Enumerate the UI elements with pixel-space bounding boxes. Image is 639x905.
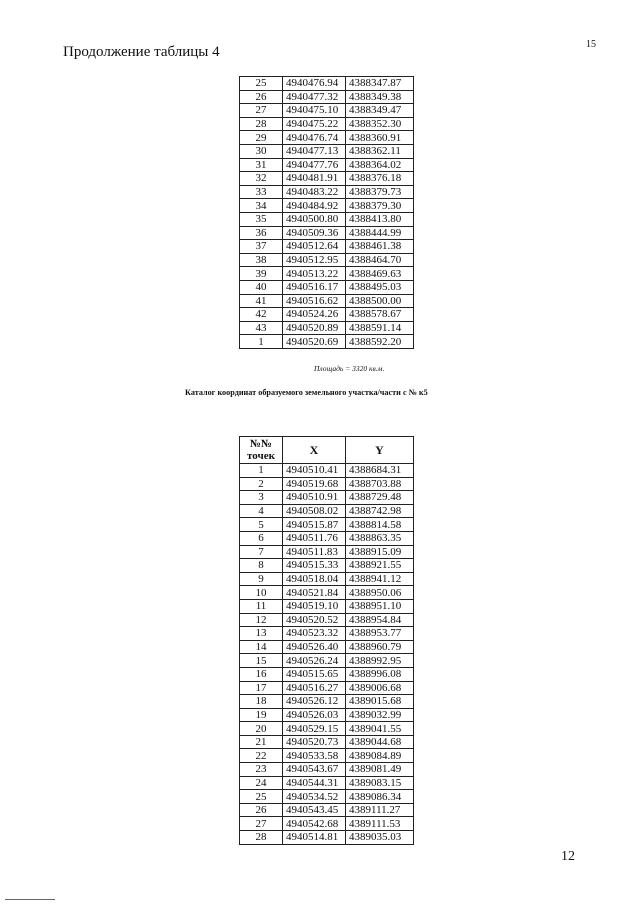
x-coordinate-cell: 4940500.80 [283, 212, 346, 226]
point-number-cell: 42 [240, 308, 283, 322]
x-coordinate-cell: 4940476.94 [283, 77, 346, 91]
x-coordinate-cell: 4940515.33 [283, 559, 346, 573]
y-coordinate-cell: 4388469.63 [346, 267, 414, 281]
x-coordinate-cell: 4940509.36 [283, 226, 346, 240]
point-number-cell: 25 [240, 77, 283, 91]
y-coordinate-cell: 4389032.99 [346, 708, 414, 722]
point-number-cell: 19 [240, 708, 283, 722]
x-coordinate-cell: 4940520.73 [283, 735, 346, 749]
coordinates-table-continued [239, 76, 414, 349]
point-number-cell: 25 [240, 790, 283, 804]
table-row [240, 477, 414, 491]
y-coordinate-cell: 4388500.00 [346, 294, 414, 308]
y-coordinate-cell: 4389081.49 [346, 763, 414, 777]
table-row [240, 831, 414, 845]
y-coordinate-cell: 4388591.14 [346, 321, 414, 335]
y-coordinate-cell: 4388349.38 [346, 90, 414, 104]
point-number-cell: 37 [240, 240, 283, 254]
table-row [240, 763, 414, 777]
y-coordinate-cell: 4388954.84 [346, 613, 414, 627]
x-coordinate-cell: 4940518.04 [283, 572, 346, 586]
table-row [240, 335, 414, 349]
y-coordinate-cell: 4388379.30 [346, 199, 414, 213]
y-coordinate-cell: 4388921.55 [346, 559, 414, 573]
y-coordinate-cell: 4389083.15 [346, 776, 414, 790]
point-number-cell: 8 [240, 559, 283, 573]
x-coordinate-cell: 4940519.10 [283, 599, 346, 613]
x-coordinate-cell: 4940543.45 [283, 803, 346, 817]
point-number-cell: 26 [240, 803, 283, 817]
point-number-cell: 2 [240, 477, 283, 491]
table-row [240, 491, 414, 505]
point-number-cell: 39 [240, 267, 283, 281]
y-coordinate-cell: 4388379.73 [346, 185, 414, 199]
table-header-row [240, 437, 414, 464]
table-row [240, 185, 414, 199]
table-row [240, 708, 414, 722]
point-number-cell: 38 [240, 253, 283, 267]
table-row [240, 294, 414, 308]
table-row [240, 681, 414, 695]
y-coordinate-cell: 4389086.34 [346, 790, 414, 804]
y-coordinate-cell: 4388444.99 [346, 226, 414, 240]
table-row [240, 158, 414, 172]
x-coordinate-cell: 4940526.03 [283, 708, 346, 722]
y-coordinate-cell: 4388953.77 [346, 627, 414, 641]
x-coordinate-cell: 4940511.76 [283, 531, 346, 545]
point-number-cell: 23 [240, 763, 283, 777]
table-row [240, 599, 414, 613]
y-coordinate-cell: 4388364.02 [346, 158, 414, 172]
header-x: X [283, 437, 346, 464]
y-coordinate-cell: 4389041.55 [346, 722, 414, 736]
catalog-title: Каталог координат образуемого земельного участка/части с № к5 [185, 388, 428, 397]
coordinates-table-k5 [239, 436, 414, 845]
y-coordinate-cell: 4388362.11 [346, 144, 414, 158]
y-coordinate-cell: 4388742.98 [346, 504, 414, 518]
table-row [240, 572, 414, 586]
y-coordinate-cell: 4388349.47 [346, 104, 414, 118]
x-coordinate-cell: 4940533.58 [283, 749, 346, 763]
x-coordinate-cell: 4940475.22 [283, 117, 346, 131]
y-coordinate-cell: 4388996.08 [346, 667, 414, 681]
table-row [240, 722, 414, 736]
x-coordinate-cell: 4940516.62 [283, 294, 346, 308]
y-coordinate-cell: 4388352.30 [346, 117, 414, 131]
x-coordinate-cell: 4940512.95 [283, 253, 346, 267]
point-number-cell: 34 [240, 199, 283, 213]
point-number-cell: 13 [240, 627, 283, 641]
point-number-cell: 35 [240, 212, 283, 226]
x-coordinate-cell: 4940508.02 [283, 504, 346, 518]
x-coordinate-cell: 4940542.68 [283, 817, 346, 831]
table-row [240, 613, 414, 627]
point-number-cell: 32 [240, 172, 283, 186]
point-number-cell: 6 [240, 531, 283, 545]
point-number-cell: 1 [240, 335, 283, 349]
x-coordinate-cell: 4940475.10 [283, 104, 346, 118]
y-coordinate-cell: 4388684.31 [346, 464, 414, 478]
x-coordinate-cell: 4940484.92 [283, 199, 346, 213]
table-continuation-heading: Продолжение таблицы 4 [63, 44, 220, 60]
y-coordinate-cell: 4388950.06 [346, 586, 414, 600]
y-coordinate-cell: 4388863.35 [346, 531, 414, 545]
table-row [240, 776, 414, 790]
table-row [240, 749, 414, 763]
x-coordinate-cell: 4940476.74 [283, 131, 346, 145]
point-number-cell: 1 [240, 464, 283, 478]
table-row [240, 464, 414, 478]
y-coordinate-cell: 4388347.87 [346, 77, 414, 91]
x-coordinate-cell: 4940529.15 [283, 722, 346, 736]
x-coordinate-cell: 4940543.67 [283, 763, 346, 777]
x-coordinate-cell: 4940514.81 [283, 831, 346, 845]
table-row [240, 90, 414, 104]
table-row [240, 559, 414, 573]
y-coordinate-cell: 4388578.67 [346, 308, 414, 322]
table-row [240, 131, 414, 145]
table-row [240, 790, 414, 804]
table-row [240, 117, 414, 131]
point-number-cell: 17 [240, 681, 283, 695]
x-coordinate-cell: 4940526.24 [283, 654, 346, 668]
y-coordinate-cell: 4388360.91 [346, 131, 414, 145]
table-row [240, 531, 414, 545]
point-number-cell: 10 [240, 586, 283, 600]
x-coordinate-cell: 4940510.91 [283, 491, 346, 505]
point-number-cell: 11 [240, 599, 283, 613]
x-coordinate-cell: 4940483.22 [283, 185, 346, 199]
x-coordinate-cell: 4940520.89 [283, 321, 346, 335]
table-row [240, 104, 414, 118]
table-row [240, 308, 414, 322]
table-row [240, 199, 414, 213]
point-number-cell: 36 [240, 226, 283, 240]
x-coordinate-cell: 4940477.13 [283, 144, 346, 158]
point-number-cell: 5 [240, 518, 283, 532]
y-coordinate-cell: 4389111.53 [346, 817, 414, 831]
point-number-cell: 28 [240, 831, 283, 845]
x-coordinate-cell: 4940516.17 [283, 280, 346, 294]
point-number-cell: 16 [240, 667, 283, 681]
point-number-cell: 27 [240, 817, 283, 831]
x-coordinate-cell: 4940524.26 [283, 308, 346, 322]
point-number-cell: 40 [240, 280, 283, 294]
x-coordinate-cell: 4940534.52 [283, 790, 346, 804]
table-row [240, 226, 414, 240]
y-coordinate-cell: 4388915.09 [346, 545, 414, 559]
y-coordinate-cell: 4389044.68 [346, 735, 414, 749]
x-coordinate-cell: 4940515.87 [283, 518, 346, 532]
x-coordinate-cell: 4940481.91 [283, 172, 346, 186]
area-note: Площадь = 3320 кв.м. [314, 364, 385, 373]
point-number-cell: 20 [240, 722, 283, 736]
point-number-cell: 33 [240, 185, 283, 199]
y-coordinate-cell: 4388992.95 [346, 654, 414, 668]
table-row [240, 253, 414, 267]
table-row [240, 817, 414, 831]
x-coordinate-cell: 4940526.40 [283, 640, 346, 654]
point-number-cell: 43 [240, 321, 283, 335]
page-number-top: 15 [586, 39, 596, 50]
x-coordinate-cell: 4940519.68 [283, 477, 346, 491]
y-coordinate-cell: 4389035.03 [346, 831, 414, 845]
point-number-cell: 24 [240, 776, 283, 790]
x-coordinate-cell: 4940511.83 [283, 545, 346, 559]
table-row [240, 77, 414, 91]
table-row [240, 735, 414, 749]
page-number-bottom: 12 [561, 849, 575, 864]
y-coordinate-cell: 4388461.38 [346, 240, 414, 254]
x-coordinate-cell: 4940520.52 [283, 613, 346, 627]
x-coordinate-cell: 4940521.84 [283, 586, 346, 600]
x-coordinate-cell: 4940523.32 [283, 627, 346, 641]
point-number-cell: 7 [240, 545, 283, 559]
x-coordinate-cell: 4940510.41 [283, 464, 346, 478]
point-number-cell: 29 [240, 131, 283, 145]
table-row [240, 212, 414, 226]
y-coordinate-cell: 4389084.89 [346, 749, 414, 763]
y-coordinate-cell: 4388495.03 [346, 280, 414, 294]
header-y: Y [346, 437, 414, 464]
point-number-cell: 14 [240, 640, 283, 654]
y-coordinate-cell: 4388464.70 [346, 253, 414, 267]
table-row [240, 627, 414, 641]
y-coordinate-cell: 4388951.10 [346, 599, 414, 613]
x-coordinate-cell: 4940520.69 [283, 335, 346, 349]
point-number-cell: 22 [240, 749, 283, 763]
y-coordinate-cell: 4388729.48 [346, 491, 414, 505]
table-row [240, 545, 414, 559]
table-row [240, 667, 414, 681]
y-coordinate-cell: 4388703.88 [346, 477, 414, 491]
table-row [240, 267, 414, 281]
x-coordinate-cell: 4940477.76 [283, 158, 346, 172]
y-coordinate-cell: 4388941.12 [346, 572, 414, 586]
point-number-cell: 15 [240, 654, 283, 668]
header-point-number: №№ точек [240, 437, 283, 464]
x-coordinate-cell: 4940512.64 [283, 240, 346, 254]
point-number-cell: 30 [240, 144, 283, 158]
table-row [240, 654, 414, 668]
y-coordinate-cell: 4388592.20 [346, 335, 414, 349]
x-coordinate-cell: 4940515.65 [283, 667, 346, 681]
point-number-cell: 41 [240, 294, 283, 308]
y-coordinate-cell: 4388960.79 [346, 640, 414, 654]
point-number-cell: 3 [240, 491, 283, 505]
y-coordinate-cell: 4389111.27 [346, 803, 414, 817]
table-row [240, 518, 414, 532]
point-number-cell: 18 [240, 695, 283, 709]
table-row [240, 640, 414, 654]
table-row [240, 504, 414, 518]
table-row [240, 586, 414, 600]
y-coordinate-cell: 4388376.18 [346, 172, 414, 186]
table-row [240, 280, 414, 294]
point-number-cell: 9 [240, 572, 283, 586]
point-number-cell: 31 [240, 158, 283, 172]
x-coordinate-cell: 4940477.32 [283, 90, 346, 104]
footer-rule [5, 899, 55, 900]
table-row [240, 172, 414, 186]
x-coordinate-cell: 4940526.12 [283, 695, 346, 709]
table-row [240, 803, 414, 817]
table-row [240, 240, 414, 254]
table-row [240, 695, 414, 709]
point-number-cell: 12 [240, 613, 283, 627]
point-number-cell: 4 [240, 504, 283, 518]
y-coordinate-cell: 4389006.68 [346, 681, 414, 695]
table-row [240, 144, 414, 158]
point-number-cell: 26 [240, 90, 283, 104]
x-coordinate-cell: 4940544.31 [283, 776, 346, 790]
point-number-cell: 27 [240, 104, 283, 118]
y-coordinate-cell: 4388814.58 [346, 518, 414, 532]
x-coordinate-cell: 4940516.27 [283, 681, 346, 695]
point-number-cell: 21 [240, 735, 283, 749]
y-coordinate-cell: 4388413.80 [346, 212, 414, 226]
point-number-cell: 28 [240, 117, 283, 131]
y-coordinate-cell: 4389015.68 [346, 695, 414, 709]
table-row [240, 321, 414, 335]
x-coordinate-cell: 4940513.22 [283, 267, 346, 281]
